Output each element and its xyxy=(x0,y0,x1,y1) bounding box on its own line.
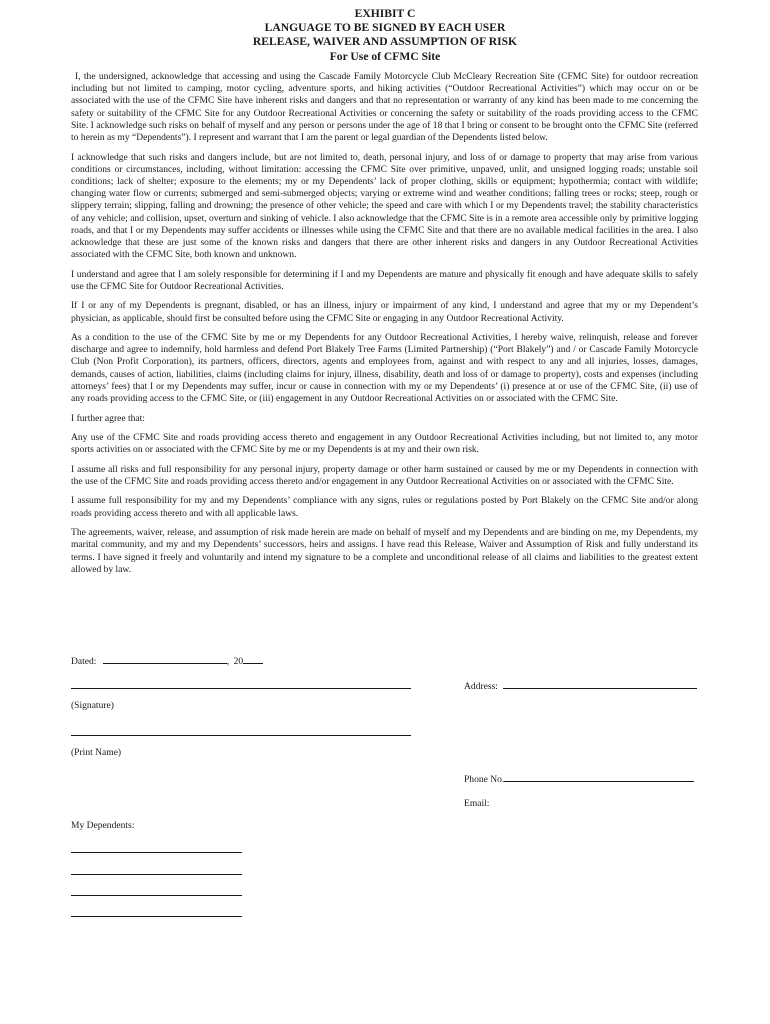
paragraph-responsibility: I understand and agree that I am solely responsible for determining if I and my Dependents are mature and physically fit enough and have adequate skills to safely use the CFMC Site for Outdoor Recreational Activities. xyxy=(71,268,698,292)
address-field[interactable] xyxy=(503,679,697,689)
email-label: Email: xyxy=(464,798,490,809)
address-label: Address: xyxy=(464,681,498,692)
address-row xyxy=(464,679,697,693)
phone-row xyxy=(464,772,694,786)
release-body xyxy=(71,71,698,583)
dated-row xyxy=(71,654,263,668)
exhibit-title: EXHIBIT C xyxy=(354,7,416,20)
site-title: For Use of CFMC Site xyxy=(329,49,441,63)
document-header xyxy=(0,7,770,64)
dependent-line-3[interactable] xyxy=(71,895,242,896)
paragraph-compliance: I assume full responsibility for my and my Dependents’ compliance with any signs, rules or regulations posted by Port Blakely on the CFMC Site and/or along roads providing access thereto and with all applicable laws. xyxy=(71,495,698,519)
paragraph-medical: If I or any of my Dependents is pregnant, disabled, or has an illness, injury or impairment of any kind, I understand and agree that my or my Dependent’s physician, as applicable, should first be consulted before using the CFMC Site or engaging in any Outdoor Recreational Activity. xyxy=(71,300,698,324)
dated-separator: , xyxy=(226,656,230,667)
signature-label: (Signature) xyxy=(71,700,114,711)
dependents-label: My Dependents: xyxy=(71,820,135,831)
release-title: RELEASE, WAIVER AND ASSUMPTION OF RISK xyxy=(252,35,518,49)
year-field[interactable] xyxy=(243,654,263,664)
phone-label: Phone No. xyxy=(464,774,505,785)
paragraph-assume-risks: I assume all risks and full responsibility for any personal injury, property damage or other harm sustained or caused by me or my Dependents in connection with the use of the CFMC Site and roads providing access thereto and/or engagement in any Outdoor Recreational Activities on or associated with the CFMC Site. xyxy=(71,463,698,487)
print-name-line[interactable] xyxy=(71,735,411,736)
phone-field[interactable] xyxy=(504,772,694,782)
dependent-line-1[interactable] xyxy=(71,852,242,853)
paragraph-waiver: As a condition to the use of the CFMC Site by me or my Dependents for any Outdoor Recreational Activities, I hereby waive, relinquish, release and forever discharge and agree to indemnify, hold harmless and defend Port Blakely Tree Farms (Limited Partnership) (“Port Blakely”) and / or Cascade Family Motorcycle Club (Non Profit Corporation), its partners, officers, directors, agents and employees from, against and with respect to any and all injuries, losses, damages, demands, causes of action, liabilities, claims (including claims for injury, illness, disability, death and loss of or damage to property), costs and expenses (including attorneys’ fees) that I or my Dependents may suffer, incur or cause in connection with my or my Dependents’ (i) presence at or use of the CFMC Site, (ii) use of any roads providing access to the CFMC Site, or (iii) engagement in any Outdoor Recreational Activities on or associated with the CFMC Site. xyxy=(71,332,698,405)
year-prefix: 20 xyxy=(233,656,244,667)
print-name-label: (Print Name) xyxy=(71,747,122,758)
paragraph-acknowledgement: I, the undersigned, acknowledge that accessing and using the Cascade Family Motorcycle Club McCleary Recreation Site (CFMC Site) for outdoor recreation including but not limited to camping, motor cycling, adventure sports, and hiking activities (“Outdoor Recreational Activities”) which may occur on or be associated with the use of the CFMC Site have inherent risks and dangers and that no representation or warranty of any kind has been made to me concerning the safety or suitability of the CFMC Site for any Outdoor Recreational Activities or concerning the safety or suitability of the roads providing access to the CFMC Site. I acknowledge such risks on behalf of myself and any person or persons under the age of 18 that I bring or consent to be brought onto the CFMC Site (referred to herein as my “Dependents”). I represent and warrant that I am the parent or legal guardian of the Dependents listed below. xyxy=(71,71,698,144)
dependent-line-2[interactable] xyxy=(71,874,242,875)
paragraph-further-agree: I further agree that: xyxy=(71,412,145,424)
paragraph-own-risk: Any use of the CFMC Site and roads providing access thereto and engagement in any Outdoor Recreational Activities including, but not limited to, any motor sports activities on or associated with the CFMC Site by me or my Dependents is at my and their own risk. xyxy=(71,432,698,456)
dependent-line-4[interactable] xyxy=(71,916,242,917)
signature-line[interactable] xyxy=(71,688,411,689)
paragraph-binding: The agreements, waiver, release, and assumption of risk made herein are made on behalf of myself and my Dependents and are binding on me, my Dependents, my marital community, and my and my Dependents’ successors, heirs and assigns. I have read this Release, Waiver and Assumption of Risk and fully understand its terms. I have signed it freely and voluntarily and intend my signature to be a complete and unconditional release of all claims and liabilities to the greatest extent allowed by law. xyxy=(71,527,698,575)
paragraph-risks: I acknowledge that such risks and dangers include, but are not limited to, death, personal injury, and loss of or damage to property that may arise from various conditions or circumstances, including, without limitation: accessing the CFMC Site over primitive, unpaved, unlit, and unsigned logging roads; unstable soil conditions; lack of shelter; exposure to the elements; my or my Dependents’ lack of proper clothing, skills or equipment; hypothermia; contact with wildlife; changing water flow or currents; submerged and semi-submerged objects; varying or extreme wind and weather conditions; falling trees or rocks; steep, rough or slippery terrain; slipping, falling and drowning; the presence of other vehicle; the speed and care with which I or my Dependents travel; the stability characteristics of any vehicle; and collision, upset, overturn and sinking of vehicle. I also acknowledge that the CFMC Site is in a remote area accessible only by primitive logging roads, and that I or my Dependents may suffer accidents or illnesses while using the CFMC Site and that there are no available medical facilities in the area. I also acknowledge that these are just some of the known risks and dangers that there are other inherent risks and dangers in any Outdoor Recreational Activities associated with the CFMC Site, both known and unknown. xyxy=(71,151,698,261)
date-field[interactable] xyxy=(103,654,227,664)
document-subtitle: LANGUAGE TO BE SIGNED BY EACH USER xyxy=(264,21,506,35)
dated-label: Dated: xyxy=(71,656,97,667)
